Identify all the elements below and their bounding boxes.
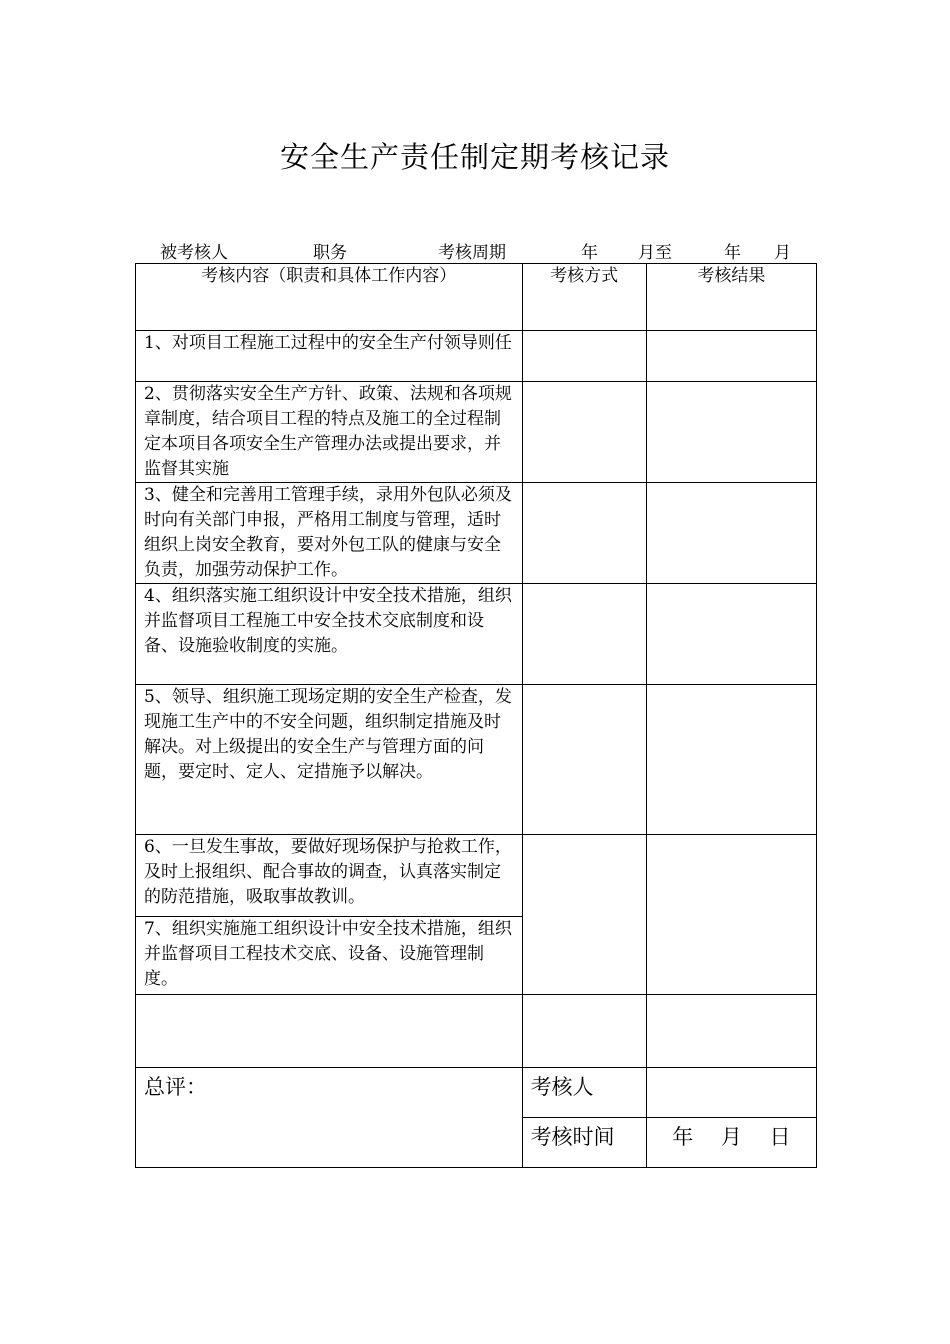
header-result: 考核结果 xyxy=(646,264,816,331)
page-title: 安全生产责任制定期考核记录 xyxy=(279,140,670,174)
table-row-empty xyxy=(136,995,817,1068)
table-row xyxy=(136,685,817,835)
table-row xyxy=(136,835,817,917)
item-text: 6、一旦发生事故，要做好现场保护与抢救工作，及时上报组织、配合事故的调查，认真落实制定的防范措施，吸取事故教训。 xyxy=(136,835,523,917)
examiner-label: 考核人 xyxy=(522,1068,646,1118)
item-text: 1、对项目工程施工过程中的安全生产付领导则任 xyxy=(136,331,523,382)
table-row xyxy=(136,382,817,483)
result-cell[interactable] xyxy=(646,995,816,1068)
assessment-table xyxy=(135,263,817,1168)
result-cell[interactable] xyxy=(646,835,816,995)
item-text: 3、健全和完善用工管理手续，录用外包队必须及时向有关部门申报，严格用工制度与管理，适时组织上岗安全教育，要对外包工队的健康与安全负责，加强劳动保护工作。 xyxy=(136,483,523,584)
end-year-label: 年 xyxy=(724,243,741,263)
exam-date-field[interactable]: 年 月 日 xyxy=(646,1118,816,1168)
method-cell[interactable] xyxy=(522,835,646,995)
method-cell[interactable] xyxy=(522,331,646,382)
examiner-value-cell[interactable] xyxy=(646,1068,816,1118)
table-row xyxy=(136,483,817,584)
result-cell[interactable] xyxy=(646,483,816,584)
period-label: 考核周期 xyxy=(438,243,506,263)
end-month-label: 月 xyxy=(774,243,791,263)
header-method: 考核方式 xyxy=(522,264,646,331)
method-cell[interactable] xyxy=(522,382,646,483)
start-year-label: 年 xyxy=(581,243,598,263)
result-cell[interactable] xyxy=(646,382,816,483)
item-text: 2、贯彻落实安全生产方针、政策、法规和各项规章制度，结合项目工程的特点及施工的全过程制定本项目各项安全生产管理办法或提出要求，并监督其实施 xyxy=(136,382,523,483)
item-text: 5、领导、组织施工现场定期的安全生产检查，发现施工生产中的不安全问题，组织制定措施及时解决。对上级提出的安全生产与管理方面的问题，要定时、定人、定措施予以解决。 xyxy=(136,685,523,835)
method-cell[interactable] xyxy=(522,995,646,1068)
method-cell[interactable] xyxy=(522,584,646,685)
examinee-label: 被考核人 xyxy=(160,243,228,263)
summary-row xyxy=(136,1068,817,1118)
result-cell[interactable] xyxy=(646,685,816,835)
table-header-row xyxy=(136,264,817,331)
item-text: 4、组织落实施工组织设计中安全技术措施，组织并监督项目工程施工中安全技术交底制度和设备、设施验收制度的实施。 xyxy=(136,584,523,685)
item-text: 7、组织实施施工组织设计中安全技术措施，组织并监督项目工程技术交底、设备、设施管理制度。 xyxy=(136,917,523,995)
result-cell[interactable] xyxy=(646,584,816,685)
summary-label: 总评： xyxy=(136,1068,523,1168)
method-cell[interactable] xyxy=(522,685,646,835)
table-row xyxy=(136,584,817,685)
exam-time-label: 考核时间 xyxy=(522,1118,646,1168)
start-month-label: 月至 xyxy=(638,243,672,263)
empty-content-cell[interactable] xyxy=(136,995,523,1068)
header-content: 考核内容（职责和具体工作内容） xyxy=(136,264,523,331)
result-cell[interactable] xyxy=(646,331,816,382)
position-label: 职务 xyxy=(313,243,347,263)
table-row xyxy=(136,331,817,382)
method-cell[interactable] xyxy=(522,483,646,584)
